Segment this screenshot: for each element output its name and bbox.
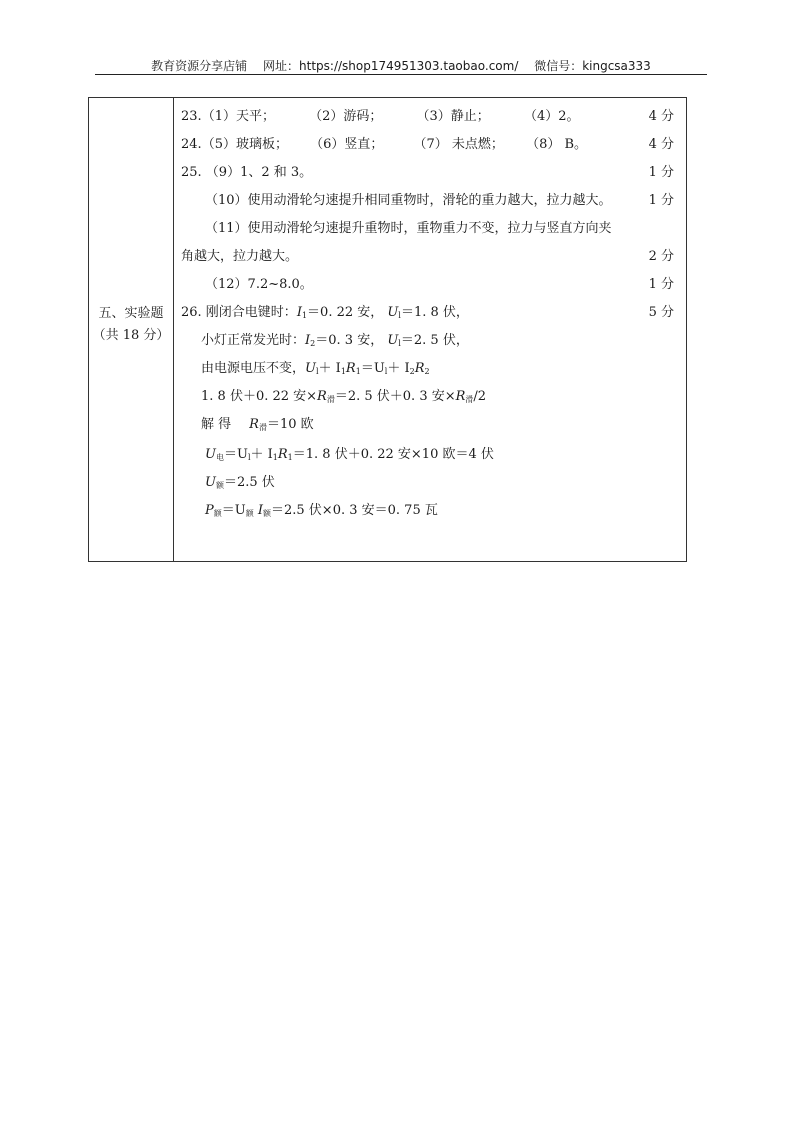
prated-sub: 额 — [213, 509, 222, 518]
value-i2: ＝0. 3 安， — [315, 333, 384, 348]
usrc-sub2: l — [247, 453, 251, 462]
sub-i1: 1 — [301, 311, 308, 320]
symbol-u1: U — [387, 305, 399, 320]
prated-p: P — [205, 503, 214, 518]
q24-answer-7: （7） 未点燃； — [413, 137, 504, 152]
calc-r: R — [317, 389, 327, 404]
answer-26-calc — [201, 388, 486, 409]
solve-r: R — [249, 417, 259, 432]
usrc-sub4: 1 — [287, 453, 293, 462]
prated-val: ＝2.5 伏×0. 3 安＝0. 75 瓦 — [271, 503, 438, 518]
score-25-11: 2 分 — [648, 249, 674, 264]
q26-intro: 26. 刚闭合电键时： — [181, 305, 297, 320]
value-i1: ＝0. 22 安， — [307, 305, 384, 320]
q26-normal: 小灯正常发光时： — [201, 333, 306, 348]
answer-25-11a: （11）使用动滑轮匀速提升重物时，重物重力不变，拉力与竖直方向夹 — [205, 221, 612, 236]
eq-mid-3: ＋ I — [387, 361, 410, 376]
value-u1: ＝1. 8 伏， — [400, 305, 469, 320]
eq-r: R — [345, 361, 356, 376]
eq-u: U — [305, 361, 316, 376]
solve-sub: 滑 — [258, 423, 267, 432]
answer-25-12: （12）7.2~8.0。 — [205, 277, 313, 292]
eq-mid-2: ＝U — [360, 361, 385, 376]
usrc-r: R — [277, 447, 288, 462]
q23-answer-4: （4）2。 — [523, 109, 580, 124]
shop-url: 网址：https://shop174951303.taobao.com/ — [263, 59, 519, 73]
q24-number: 24. — [181, 137, 202, 152]
eq-mid-1: ＋ I — [318, 361, 341, 376]
q23-answer-2: （2）游码； — [309, 109, 383, 124]
answer-table — [88, 97, 687, 562]
calc-sub2: 滑 — [465, 395, 474, 404]
usrc-val: ＝U — [223, 447, 248, 462]
answer-26-normal — [201, 332, 469, 353]
eq-sub-3: 1 — [355, 367, 361, 376]
column-divider — [173, 98, 174, 561]
eq-sub-1: l — [315, 367, 319, 376]
q23-answer-3: （3）静止； — [416, 109, 490, 124]
answer-26-solve — [201, 416, 314, 437]
solve-value: ＝10 欧 — [266, 417, 314, 432]
wechat-id: 微信号：kingcsa333 — [534, 59, 651, 73]
q24-answer-5: （5）玻璃板； — [201, 137, 288, 152]
calc-r2: R — [455, 389, 466, 404]
usrc-sub: 电 — [215, 453, 224, 462]
q23-number: 23. — [181, 109, 202, 124]
answer-26-rated-power — [205, 502, 438, 523]
usrc-u: U — [205, 447, 216, 462]
answer-26-initial — [181, 304, 469, 325]
page-header — [95, 57, 707, 74]
usrc-val3: ＝1. 8 伏＋0. 22 安×10 欧＝4 伏 — [292, 447, 494, 462]
urated-val: ＝2.5 伏 — [223, 475, 275, 490]
usrc-val2: ＋ I — [250, 447, 273, 462]
answer-24 — [181, 136, 587, 154]
answer-23 — [181, 108, 580, 126]
prated-sub2: 额 — [245, 509, 254, 518]
eq-sub-5: 2 — [409, 367, 415, 376]
section-subtitle: （共 18 分） — [92, 328, 170, 343]
symbol-u2: U — [387, 333, 399, 348]
answer-26-rated-voltage — [205, 474, 275, 495]
calc-part-b: ＝2. 5 伏＋0. 3 安× — [334, 389, 456, 404]
symbol-i1: I — [296, 305, 302, 320]
urated-u: U — [205, 475, 216, 490]
eq-sub-4: l — [384, 367, 388, 376]
eq-sub-2: 1 — [340, 367, 346, 376]
sub-u2: l — [398, 339, 401, 348]
urated-sub: 额 — [215, 481, 224, 490]
answer-25-10: （10）使用动滑轮匀速提升相同重物时，滑轮的重力越大，拉力越大。 — [205, 193, 612, 208]
sub-i2: 2 — [310, 339, 316, 348]
score-25-10: 1 分 — [648, 193, 674, 208]
value-u2: ＝2. 5 伏， — [400, 333, 469, 348]
answer-26-source-voltage — [205, 446, 494, 467]
symbol-i2: I — [305, 333, 311, 348]
score-25-9: 1 分 — [648, 165, 674, 180]
solve-label: 解 得 — [201, 417, 232, 432]
q24-answer-6: （6）竖直； — [310, 137, 384, 152]
eq-sub-6: 2 — [424, 367, 430, 376]
answer-26-equation — [201, 360, 430, 381]
sub-u1: l — [398, 311, 401, 320]
q24-answer-8: （8） B。 — [526, 137, 588, 152]
score-26: 5 分 — [648, 305, 674, 320]
prated-i: I — [257, 503, 263, 518]
answer-25-9: 25. （9）1、2 和 3。 — [181, 165, 313, 180]
score-24: 4 分 — [648, 137, 674, 152]
section-label — [89, 303, 173, 347]
score-25-12: 1 分 — [648, 277, 674, 292]
q26-eq-intro: 由电源电压不变， — [201, 361, 306, 376]
prated-mid: ＝U — [221, 503, 246, 518]
prated-sub3: 额 — [263, 509, 271, 518]
calc-sub: 滑 — [326, 395, 335, 404]
eq-r2: R — [414, 361, 425, 376]
header-divider — [95, 74, 707, 75]
shop-name: 教育资源分享店铺 — [151, 59, 248, 73]
calc-part-c: /2 — [473, 389, 487, 404]
score-23: 4 分 — [648, 109, 674, 124]
q23-answer-1: （1）天平； — [201, 109, 275, 124]
answer-25-11b: 角越大，拉力越大。 — [181, 249, 299, 264]
calc-part-a: 1. 8 伏＋0. 22 安× — [201, 389, 318, 404]
section-title: 五、实验题 — [98, 306, 164, 321]
usrc-sub3: 1 — [272, 453, 278, 462]
